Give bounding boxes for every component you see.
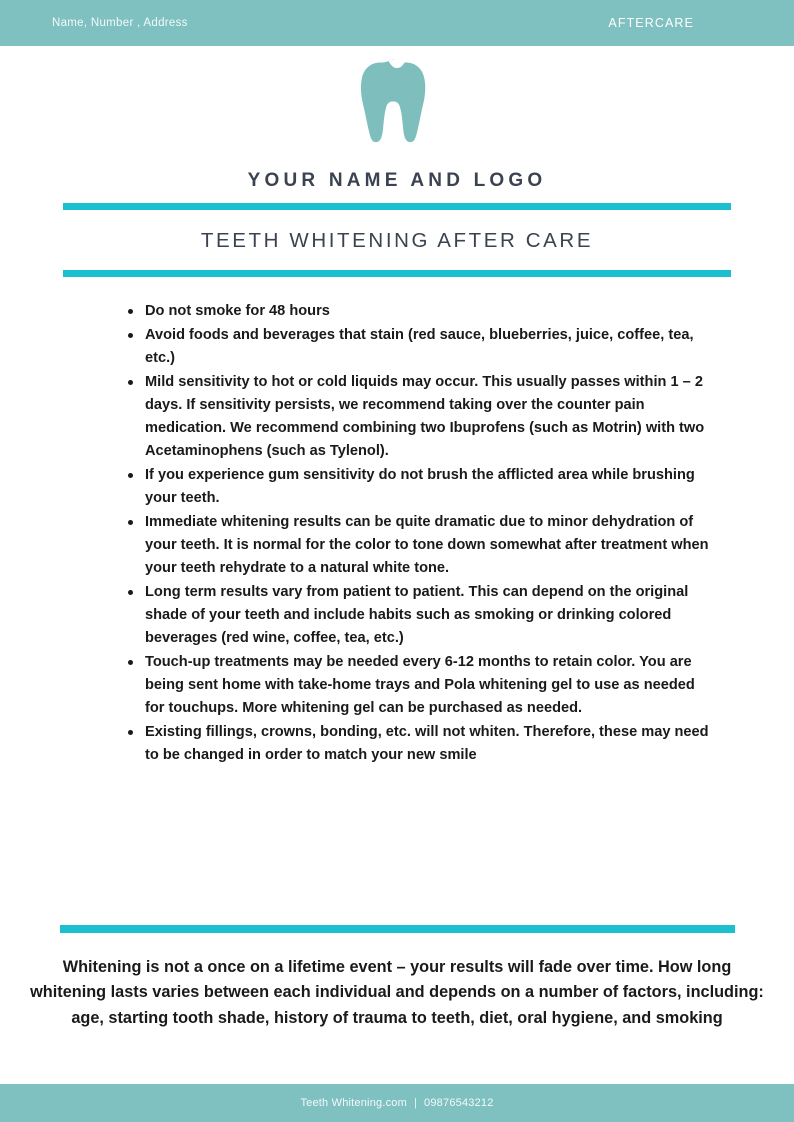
header-contact-line: Name, Number , Address [52,17,188,29]
footer-band [0,1084,794,1122]
tooth-icon [358,56,436,144]
header-section-label: AFTERCARE [608,16,694,30]
title-rule-bottom [63,270,731,277]
closing-statement: Whitening is not a once on a lifetime event – your results will fade over time. How long whitening lasts varies between each individual and depends on a number of factors, including: age, starting tooth shade, history of trauma to teeth, diet, oral hygiene, and smoking [30,958,764,1027]
logo-block [0,56,794,192]
logo-caption: YOUR NAME AND LOGO [247,170,547,191]
footer-separator: | [413,1097,418,1109]
closing-block [0,925,794,1031]
title-rule-top [63,203,731,210]
page-title: TEETH WHITENING AFTER CARE [200,229,594,252]
aftercare-instruction-list [121,300,711,768]
instruction-item: If you experience gum sensitivity do not brush the afflicted area while brushing your teeth. [145,464,711,510]
instruction-item: Existing fillings, crowns, bonding, etc. will not whiten. Therefore, these may need to be changed in order to match your new smile [145,721,711,767]
instruction-item: Touch-up treatments may be needed every 6-12 months to retain color. You are being sent home with take-home trays and Pola whitening gel to use as needed for touchups. More whitening gel can be purchased as needed. [145,651,711,721]
instruction-item: Avoid foods and beverages that stain (red sauce, blueberries, juice, coffee, tea, etc.) [145,324,711,370]
instruction-item: Long term results vary from patient to patient. This can depend on the original shade of your teeth and include habits such as smoking or drinking colored beverages (red wine, coffee, tea, etc.) [145,581,711,651]
footer-phone[interactable]: 09876543212 [424,1097,494,1109]
instruction-item: Mild sensitivity to hot or cold liquids may occur. This usually passes within 1 – 2 days. If sensitivity persists, we recommend taking over the counter pain medication. We recommend combining two Ibuprofens (such as Motrin) with two Acetaminophens (such as Tylenol). [145,371,711,464]
instruction-item: Do not smoke for 48 hours [145,300,711,323]
closing-rule [60,925,735,933]
header-band [0,0,794,46]
instruction-item: Immediate whitening results can be quite dramatic due to minor dehydration of your teeth. It is normal for the color to tone down somewhat after treatment when your teeth rehydrate to a natural white tone. [145,511,711,581]
title-band [0,203,794,277]
footer-website[interactable]: Teeth Whitening.com [300,1097,407,1109]
footer-contact [300,1097,493,1109]
